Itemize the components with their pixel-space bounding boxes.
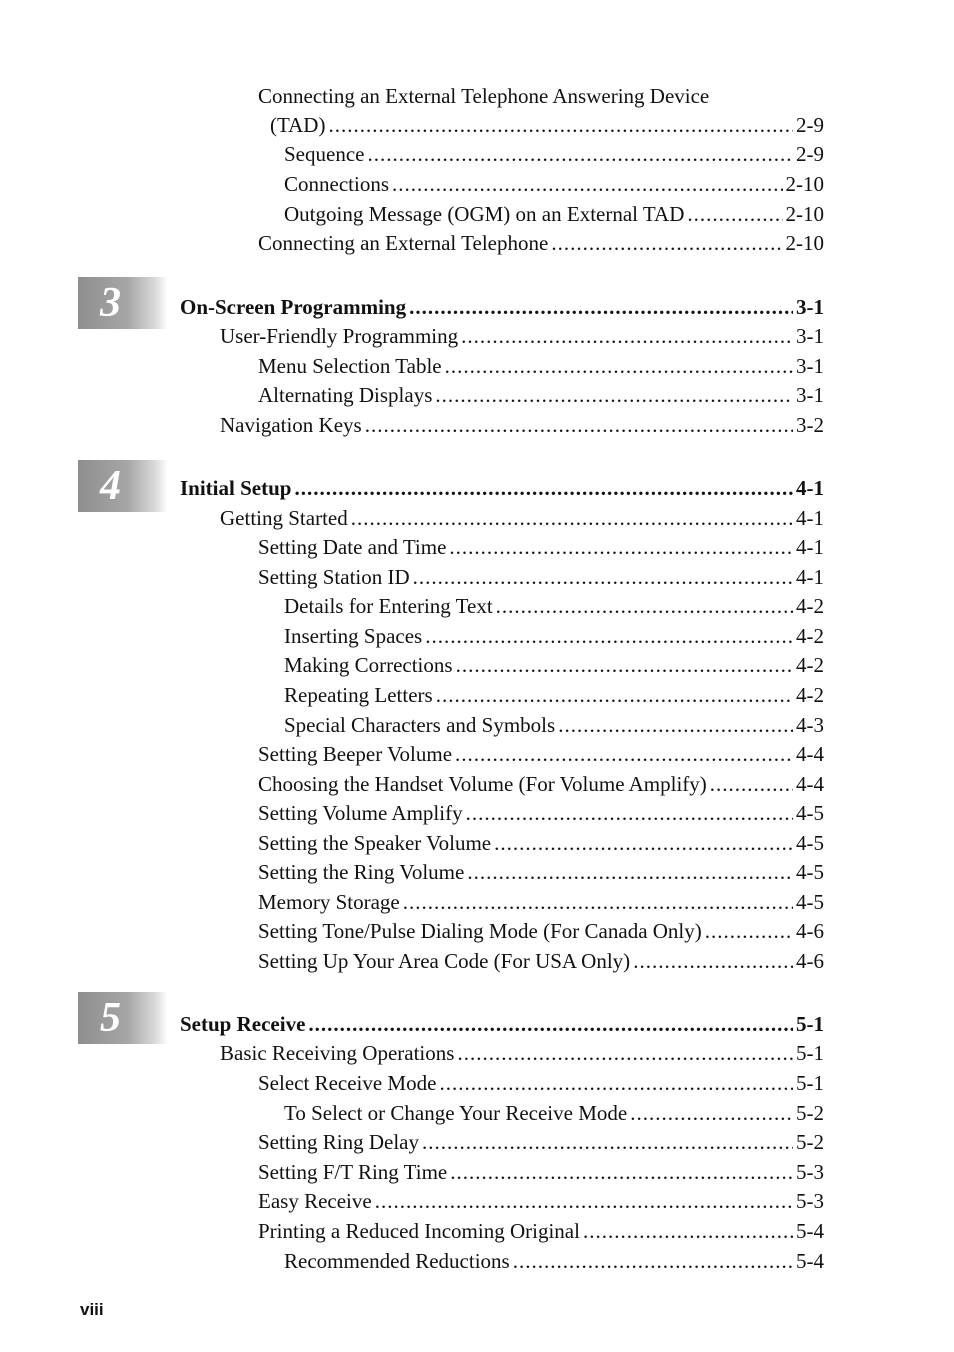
toc-entry-page: 3-2 bbox=[796, 413, 824, 437]
dot-leader bbox=[633, 948, 793, 974]
toc-entry-title: Outgoing Message (OGM) on an External TAD bbox=[284, 202, 685, 226]
toc-entry-title: Setting F/T Ring Time bbox=[258, 1160, 448, 1184]
toc-entry[interactable] bbox=[258, 534, 824, 560]
dot-leader bbox=[455, 741, 793, 767]
toc-entry[interactable] bbox=[220, 505, 824, 531]
toc-entry-page: 5-4 bbox=[796, 1249, 824, 1273]
dot-leader bbox=[710, 771, 793, 797]
toc-entry-page: 4-2 bbox=[796, 594, 824, 618]
toc-entry-title: Details for Entering Text bbox=[284, 594, 493, 618]
chapter-tab-4 bbox=[78, 460, 168, 512]
toc-entry-title: Easy Receive bbox=[258, 1189, 372, 1213]
toc-entry-title: Setting Tone/Pulse Dialing Mode (For Canada Only) bbox=[258, 919, 702, 943]
dot-leader bbox=[558, 712, 793, 738]
toc-entry-page: 4-1 bbox=[796, 506, 824, 530]
toc-entry-page: 2-10 bbox=[785, 202, 824, 226]
toc-entry-page: 3-1 bbox=[796, 354, 824, 378]
toc-entry-external-telephone[interactable] bbox=[258, 230, 824, 256]
chapter-title: Initial Setup bbox=[180, 476, 292, 500]
dot-leader bbox=[294, 475, 793, 501]
toc-entry[interactable] bbox=[220, 412, 824, 438]
toc-entry-connections[interactable] bbox=[284, 171, 824, 197]
toc-entry[interactable] bbox=[258, 800, 824, 826]
toc-entry-page: 3-1 bbox=[796, 324, 824, 348]
dot-leader bbox=[392, 171, 783, 197]
toc-entry-page: 4-1 bbox=[796, 535, 824, 559]
toc-entry-title: Navigation Keys bbox=[220, 413, 362, 437]
dot-leader bbox=[461, 323, 793, 349]
toc-entry-page: 4-2 bbox=[796, 624, 824, 648]
toc-entry-page: 2-10 bbox=[785, 172, 824, 196]
toc-entry-page: 4-6 bbox=[796, 949, 824, 973]
dot-leader bbox=[467, 859, 793, 885]
toc-entry[interactable] bbox=[258, 830, 824, 856]
toc-entry-page: 4-4 bbox=[796, 742, 824, 766]
dot-leader bbox=[409, 294, 793, 320]
toc-entry[interactable] bbox=[258, 741, 824, 767]
page-number: viii bbox=[80, 1300, 104, 1319]
toc-entry-page: 4-6 bbox=[796, 919, 824, 943]
toc-entry-page: 4-5 bbox=[796, 831, 824, 855]
toc-entry-page: 4-4 bbox=[796, 772, 824, 796]
toc-entry-page: 2-9 bbox=[796, 113, 824, 137]
toc-entry-page: 4-5 bbox=[796, 801, 824, 825]
toc-entry[interactable] bbox=[258, 1070, 824, 1096]
toc-entry-page: 5-3 bbox=[796, 1160, 824, 1184]
toc-entry-title: Setting Ring Delay bbox=[258, 1130, 419, 1154]
chapter-title: On-Screen Programming bbox=[180, 295, 407, 319]
toc-entry-title: Sequence bbox=[284, 142, 365, 166]
toc-entry-page: 4-2 bbox=[796, 653, 824, 677]
toc-entry-title: Repeating Letters bbox=[284, 683, 433, 707]
chapter-title: Setup Receive bbox=[180, 1012, 306, 1036]
toc-entry-title: To Select or Change Your Receive Mode bbox=[284, 1101, 628, 1125]
dot-leader bbox=[403, 889, 793, 915]
toc-entry-title: Setting the Ring Volume bbox=[258, 860, 465, 884]
toc-entry-tad-heading bbox=[258, 83, 709, 109]
chapter-heading-4[interactable] bbox=[180, 475, 824, 501]
toc-entry-title: User-Friendly Programming bbox=[220, 324, 459, 348]
dot-leader bbox=[367, 141, 793, 167]
toc-entry-title: Basic Receiving Operations bbox=[220, 1041, 455, 1065]
dot-leader bbox=[422, 1129, 793, 1155]
toc-entry-title: (TAD) bbox=[270, 113, 326, 137]
chapter-number: 4 bbox=[100, 463, 121, 509]
toc-entry-tad[interactable] bbox=[270, 112, 824, 138]
chapter-number: 3 bbox=[100, 280, 121, 326]
toc-entry-sequence[interactable] bbox=[284, 141, 824, 167]
toc-entry-title: Setting Up Your Area Code (For USA Only) bbox=[258, 949, 631, 973]
dot-leader bbox=[425, 623, 793, 649]
toc-entry-title: Connections bbox=[284, 172, 389, 196]
dot-leader bbox=[457, 1040, 793, 1066]
toc-entry[interactable] bbox=[284, 1248, 824, 1274]
toc-entry[interactable] bbox=[258, 889, 824, 915]
toc-entry-page: 5-4 bbox=[796, 1219, 824, 1243]
toc-entry-title: Inserting Spaces bbox=[284, 624, 423, 648]
toc-entry-page: 5-1 bbox=[796, 1071, 824, 1095]
toc-entry-page: 2-9 bbox=[796, 142, 824, 166]
toc-entry[interactable] bbox=[258, 948, 824, 974]
dot-leader bbox=[413, 564, 793, 590]
dot-leader bbox=[351, 505, 793, 531]
toc-entry-title: Memory Storage bbox=[258, 890, 400, 914]
dot-leader bbox=[513, 1248, 793, 1274]
toc-entry[interactable] bbox=[258, 1188, 824, 1214]
toc-entry-page: 4-3 bbox=[796, 713, 824, 737]
toc-entry-title: Connecting an External Telephone Answering Device bbox=[258, 84, 710, 108]
toc-entry[interactable] bbox=[258, 1129, 824, 1155]
toc-entry[interactable] bbox=[284, 593, 824, 619]
dot-leader bbox=[449, 534, 793, 560]
chapter-page: 3-1 bbox=[796, 295, 824, 319]
toc-entry[interactable] bbox=[258, 1218, 824, 1244]
toc-entry-page: 3-1 bbox=[796, 383, 824, 407]
dot-leader bbox=[456, 652, 793, 678]
chapter-page: 5-1 bbox=[796, 1012, 824, 1036]
toc-entry-title: Select Receive Mode bbox=[258, 1071, 437, 1095]
toc-entry-title: Choosing the Handset Volume (For Volume Amplify) bbox=[258, 772, 707, 796]
dot-leader bbox=[687, 201, 782, 227]
toc-entry-title: Alternating Displays bbox=[258, 383, 433, 407]
toc-entry-title: Printing a Reduced Incoming Original bbox=[258, 1219, 580, 1243]
toc-entry-title: Setting Date and Time bbox=[258, 535, 447, 559]
toc-entry-page: 4-1 bbox=[796, 565, 824, 589]
chapter-heading-3[interactable] bbox=[180, 294, 824, 320]
chapter-tab-5 bbox=[78, 992, 168, 1044]
toc-entry[interactable] bbox=[220, 323, 824, 349]
toc-entry-page: 5-3 bbox=[796, 1189, 824, 1213]
toc-entry-title: Setting Beeper Volume bbox=[258, 742, 453, 766]
dot-leader bbox=[445, 353, 793, 379]
dot-leader bbox=[551, 230, 782, 256]
chapter-heading-5[interactable] bbox=[180, 1011, 824, 1037]
chapter-number: 5 bbox=[100, 995, 121, 1041]
toc-entry[interactable] bbox=[284, 652, 824, 678]
toc-entry-page: 4-2 bbox=[796, 683, 824, 707]
dot-leader bbox=[439, 1070, 793, 1096]
toc-entry-page: 5-2 bbox=[796, 1101, 824, 1125]
toc-entry-page: 5-2 bbox=[796, 1130, 824, 1154]
toc-entry-ogm[interactable] bbox=[284, 201, 824, 227]
toc-entry-page: 4-5 bbox=[796, 890, 824, 914]
dot-leader bbox=[365, 412, 793, 438]
dot-leader bbox=[308, 1011, 793, 1037]
dot-leader bbox=[466, 800, 793, 826]
dot-leader bbox=[496, 593, 793, 619]
toc-entry[interactable] bbox=[258, 918, 824, 944]
toc-entry[interactable] bbox=[258, 1159, 824, 1185]
toc-entry[interactable] bbox=[258, 564, 824, 590]
toc-entry[interactable] bbox=[284, 1100, 824, 1126]
dot-leader bbox=[450, 1159, 793, 1185]
toc-entry[interactable] bbox=[220, 1040, 824, 1066]
toc-entry-title: Setting the Speaker Volume bbox=[258, 831, 492, 855]
dot-leader bbox=[630, 1100, 793, 1126]
chapter-tab-3 bbox=[78, 277, 168, 329]
toc-entry[interactable] bbox=[258, 859, 824, 885]
toc-entry[interactable] bbox=[284, 682, 824, 708]
toc-entry-title: Getting Started bbox=[220, 506, 348, 530]
dot-leader bbox=[435, 382, 793, 408]
dot-leader bbox=[494, 830, 793, 856]
toc-entry-page: 4-5 bbox=[796, 860, 824, 884]
toc-entry-title: Making Corrections bbox=[284, 653, 453, 677]
toc-entry-title: Setting Volume Amplify bbox=[258, 801, 463, 825]
toc-entry-title: Connecting an External Telephone bbox=[258, 231, 549, 255]
toc-entry-title: Recommended Reductions bbox=[284, 1249, 510, 1273]
toc-entry[interactable] bbox=[284, 623, 824, 649]
toc-entry[interactable] bbox=[258, 771, 824, 797]
dot-leader bbox=[328, 112, 793, 138]
toc-entry-title: Special Characters and Symbols bbox=[284, 713, 556, 737]
toc-entry[interactable] bbox=[258, 353, 824, 379]
toc-entry[interactable] bbox=[258, 382, 824, 408]
chapter-page: 4-1 bbox=[796, 476, 824, 500]
toc-entry-title: Menu Selection Table bbox=[258, 354, 442, 378]
dot-leader bbox=[375, 1188, 793, 1214]
toc-entry-page: 5-1 bbox=[796, 1041, 824, 1065]
toc-entry-title: Setting Station ID bbox=[258, 565, 410, 589]
dot-leader bbox=[583, 1218, 793, 1244]
dot-leader bbox=[436, 682, 793, 708]
toc-entry-page: 2-10 bbox=[785, 231, 824, 255]
toc-entry[interactable] bbox=[284, 712, 824, 738]
dot-leader bbox=[705, 918, 793, 944]
